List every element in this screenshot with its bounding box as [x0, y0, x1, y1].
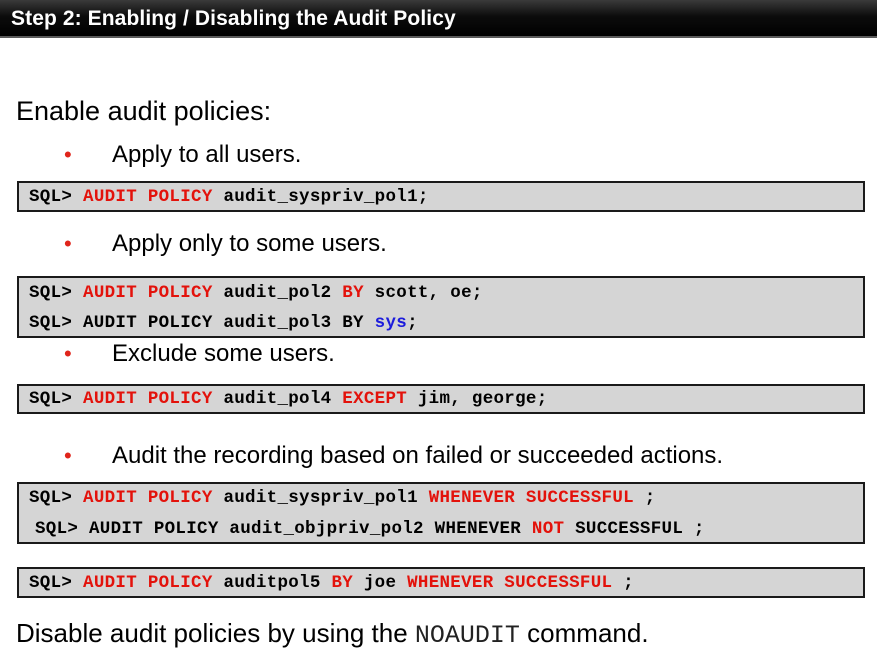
- bullet-failed-succeeded: [64, 442, 723, 470]
- title-bar: [0, 0, 877, 38]
- code-block-by-whenever: [17, 567, 865, 598]
- slide-title: Step 2: Enabling / Disabling the Audit Policy: [11, 7, 456, 30]
- code-block-exclude: [17, 384, 865, 414]
- noaudit-command: NOAUDIT: [414, 621, 520, 650]
- bullet-icon: •: [64, 231, 72, 256]
- bullet-icon: •: [64, 341, 72, 366]
- bullet-text: Audit the recording based on failed or succeeded actions.: [112, 442, 724, 469]
- bullet-icon: •: [64, 443, 72, 468]
- code-line: SQL> AUDIT POLICY audit_objpriv_pol2 WHENEVER NOT SUCCESSFUL ;: [35, 519, 705, 539]
- code-block-some-users: [17, 276, 865, 338]
- code-line: SQL> AUDIT POLICY audit_pol4 EXCEPT jim, george;: [29, 389, 548, 409]
- bullet-some-users: [64, 230, 387, 258]
- code-line: SQL> AUDIT POLICY audit_pol3 BY sys;: [29, 313, 418, 333]
- bullet-text: Exclude some users.: [112, 340, 335, 367]
- bullet-exclude-users: [64, 340, 335, 368]
- bullet-icon: •: [64, 142, 72, 167]
- code-block-all-users: [17, 181, 865, 212]
- code-line: SQL> AUDIT POLICY audit_syspriv_pol1;: [29, 187, 429, 207]
- enable-heading: Enable audit policies:: [16, 96, 272, 126]
- code-block-whenever: [17, 482, 865, 544]
- bullet-text: Apply only to some users.: [112, 230, 387, 257]
- code-line: SQL> AUDIT POLICY auditpol5 BY joe WHENEVER SUCCESSFUL ;: [29, 573, 634, 593]
- bullet-all-users: [64, 141, 301, 169]
- disable-heading: Disable audit policies by using the NOAUDIT command.: [16, 618, 649, 650]
- bullet-text: Apply to all users.: [112, 141, 302, 168]
- code-line: SQL> AUDIT POLICY audit_syspriv_pol1 WHENEVER SUCCESSFUL ;: [29, 488, 656, 508]
- code-line: SQL> AUDIT POLICY audit_pol2 BY scott, oe;: [29, 283, 483, 303]
